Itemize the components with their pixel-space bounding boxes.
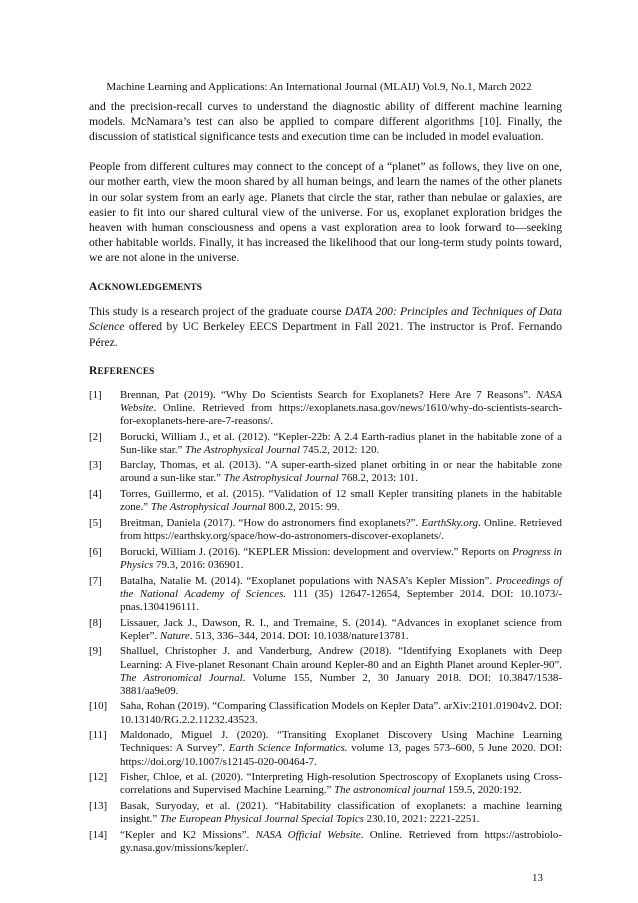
reference-number: [12] [89, 771, 108, 784]
reference-text: Brennan, Pat (2019). “Why Do Scientists Search for Exoplanets? Here Are 7 Reasons”. NASA Website. Online. Retrieved from https://exoplanets.nasa.gov/news/1610/why-do-scientists-search-for-exoplanets-here-are-7-reasons/. [120, 388, 562, 427]
reference-item [89, 700, 562, 726]
reference-text: Fisher, Chloe, et al. (2020). “Interpreting High-resolution Spectroscopy of Exoplanets using Cross-correlations and Supervised Machine Learning.” The astronomical journal 159.5, 2020:192. [120, 771, 562, 797]
reference-number: [2] [89, 430, 102, 443]
reference-item [89, 771, 562, 797]
reference-text: Torres, Guillermo, et al. (2015). “Validation of 12 small Kepler transiting planets in the habitable zone.” The Astrophysical Journal 800.2, 2015: 99. [120, 488, 562, 514]
page-content [89, 99, 562, 858]
reference-item [89, 517, 562, 543]
reference-item [89, 729, 562, 768]
acknowledgements-heading [89, 280, 562, 295]
reference-text: “Kepler and K2 Missions”. NASA Official Website. Online. Retrieved from https://astrobiolo-gy.nasa.gov/missions/kepler/. [120, 828, 562, 855]
reference-text: Saha, Rohan (2019). “Comparing Classification Models on Kepler Data”. arXiv:2101.01904v2. DOI: 10.13140/RG.2.2.11232.43523. [120, 700, 562, 726]
reference-text: Barclay, Thomas, et al. (2013). “A super-earth-sized planet orbiting in or near the habitable zone around a sun-like star.” The Astrophysical Journal 768.2, 2013: 101. [120, 459, 562, 485]
reference-item [89, 431, 562, 457]
reference-item [89, 389, 562, 428]
reference-number: [1] [89, 388, 102, 401]
reference-number: [7] [89, 574, 102, 587]
reference-number: [8] [89, 616, 102, 629]
reference-number: [10] [89, 700, 108, 713]
reference-number: [9] [89, 645, 102, 658]
ack-text-start: This study is a research project of the graduate course [89, 305, 345, 319]
reference-text: Maldonado, Miguel J. (2020). “Transiting Exoplanet Discovery Using Machine Learning Techniques: A Survey”. Earth Science Informatics. volume 13, pages 573–600, 5 June 2020. DOI: https://doi.org/10.1007/s12145-020-00464-7. [120, 729, 562, 768]
reference-text: Basak, Suryoday, et al. (2021). “Habitability classification of exoplanets: a machine learning insight.” The European Physical Journal Special Topics 230.10, 2021: 2221-2251. [120, 800, 562, 826]
reference-number: [4] [89, 488, 102, 501]
page-number: 13 [532, 872, 543, 884]
reference-item [89, 575, 562, 614]
reference-number: [3] [89, 459, 102, 472]
reference-number: [14] [89, 828, 108, 841]
reference-text: Lissauer, Jack J., Dawson, R. I., and Tremaine, S. (2014). “Advances in exoplanet science from Kepler”. Nature. 513, 336–344, 2014. DOI: 10.1038/nature13781. [120, 616, 562, 642]
paragraph-methods: and the precision-recall curves to understand the diagnostic ability of different machine learning models. McNamara’s test can also be applied to compare different algorithms [10]. Finally, the discussion of statistical significance tests and execution time can be included in model evaluation. [89, 100, 562, 144]
reference-item [89, 800, 562, 826]
reference-text: Batalha, Natalie M. (2014). “Exoplanet populations with NASA’s Kepler Mission”. Proceedings of the National Academy of Sciences. 111 (35) 12647-12654, September 2014. DOI: 10.1073/-pnas.1304196111. [120, 574, 563, 613]
reference-item [89, 488, 562, 514]
reference-number: [5] [89, 516, 102, 529]
reference-item [89, 459, 562, 485]
ack-text-end: offered by UC Berkeley EECS Department in Fall 2021. The instructor is Prof. Fernando Pérez. [89, 320, 562, 349]
reference-text: Borucki, William J., et al. (2012). “Kepler-22b: A 2.4 Earth-radius planet in the habitable zone of a Sun-like star.” The Astrophysical Journal 745.2, 2012: 120. [120, 430, 562, 456]
reference-item [89, 645, 562, 698]
reference-item [89, 546, 562, 572]
reference-number: [13] [89, 800, 108, 813]
heading-initial: A [89, 281, 98, 294]
reference-item [89, 617, 562, 643]
ack-course-name: DATA 200: Principles and Techniques of Data Science [89, 305, 563, 334]
running-header: Machine Learning and Applications: An International Journal (MLAIJ) Vol.9, No.1, March 2022 [106, 81, 532, 93]
reference-number: [6] [89, 545, 102, 558]
reference-text: Breitman, Daniela (2017). “How do astronomers find exoplanets?”. EarthSky.org. Online. Retrieved from https://earthsky.org/space/how-do-astronomers-discover-exoplanets/. [120, 516, 562, 543]
reference-text: Shalluel, Christopher J. and Vanderburg, Andrew (2018). “Identifying Exoplanets with Deep Learning: A Five-planet Resonant Chain around Kepler-80 and an Eighth Planet around Kepler-90”. The Astronomical Journal. Volume 155, Number 2, 30 January 2018. DOI: 10.3847/1538-3881/aa9e09. [120, 645, 562, 697]
paragraph-planets: People from different cultures may connect to the concept of a “planet” as follows, they live on one, our mother earth, view the moon shared by all human beings, and learn the names of the other planets in our solar system from an early age. Planets that circle the star, rather than nebulae or galaxies, are easier to fit into our shared cultural view of the universe. For us, exoplanet exploration bridges the heaven with human consciousness and opens a vast exploration area to look forward to—seeking other habitable worlds. Finally, it has increased the likelihood that our long-term study points toward, we are not alone in the universe. [89, 160, 562, 265]
references-heading [89, 364, 562, 379]
reference-text: Borucki, William J. (2016). “KEPLER Mission: development and overview.” Reports on Progress in Physics 79.3, 2016: 036901. [120, 545, 563, 571]
reference-number: [11] [89, 729, 107, 742]
heading-rest: EFERENCES [97, 366, 155, 377]
heading-rest: CKNOWLEDGEMENTS [97, 282, 203, 293]
reference-list [89, 389, 562, 856]
heading-initial: R [89, 365, 98, 378]
reference-item [89, 829, 562, 855]
acknowledgements-text [89, 304, 562, 350]
